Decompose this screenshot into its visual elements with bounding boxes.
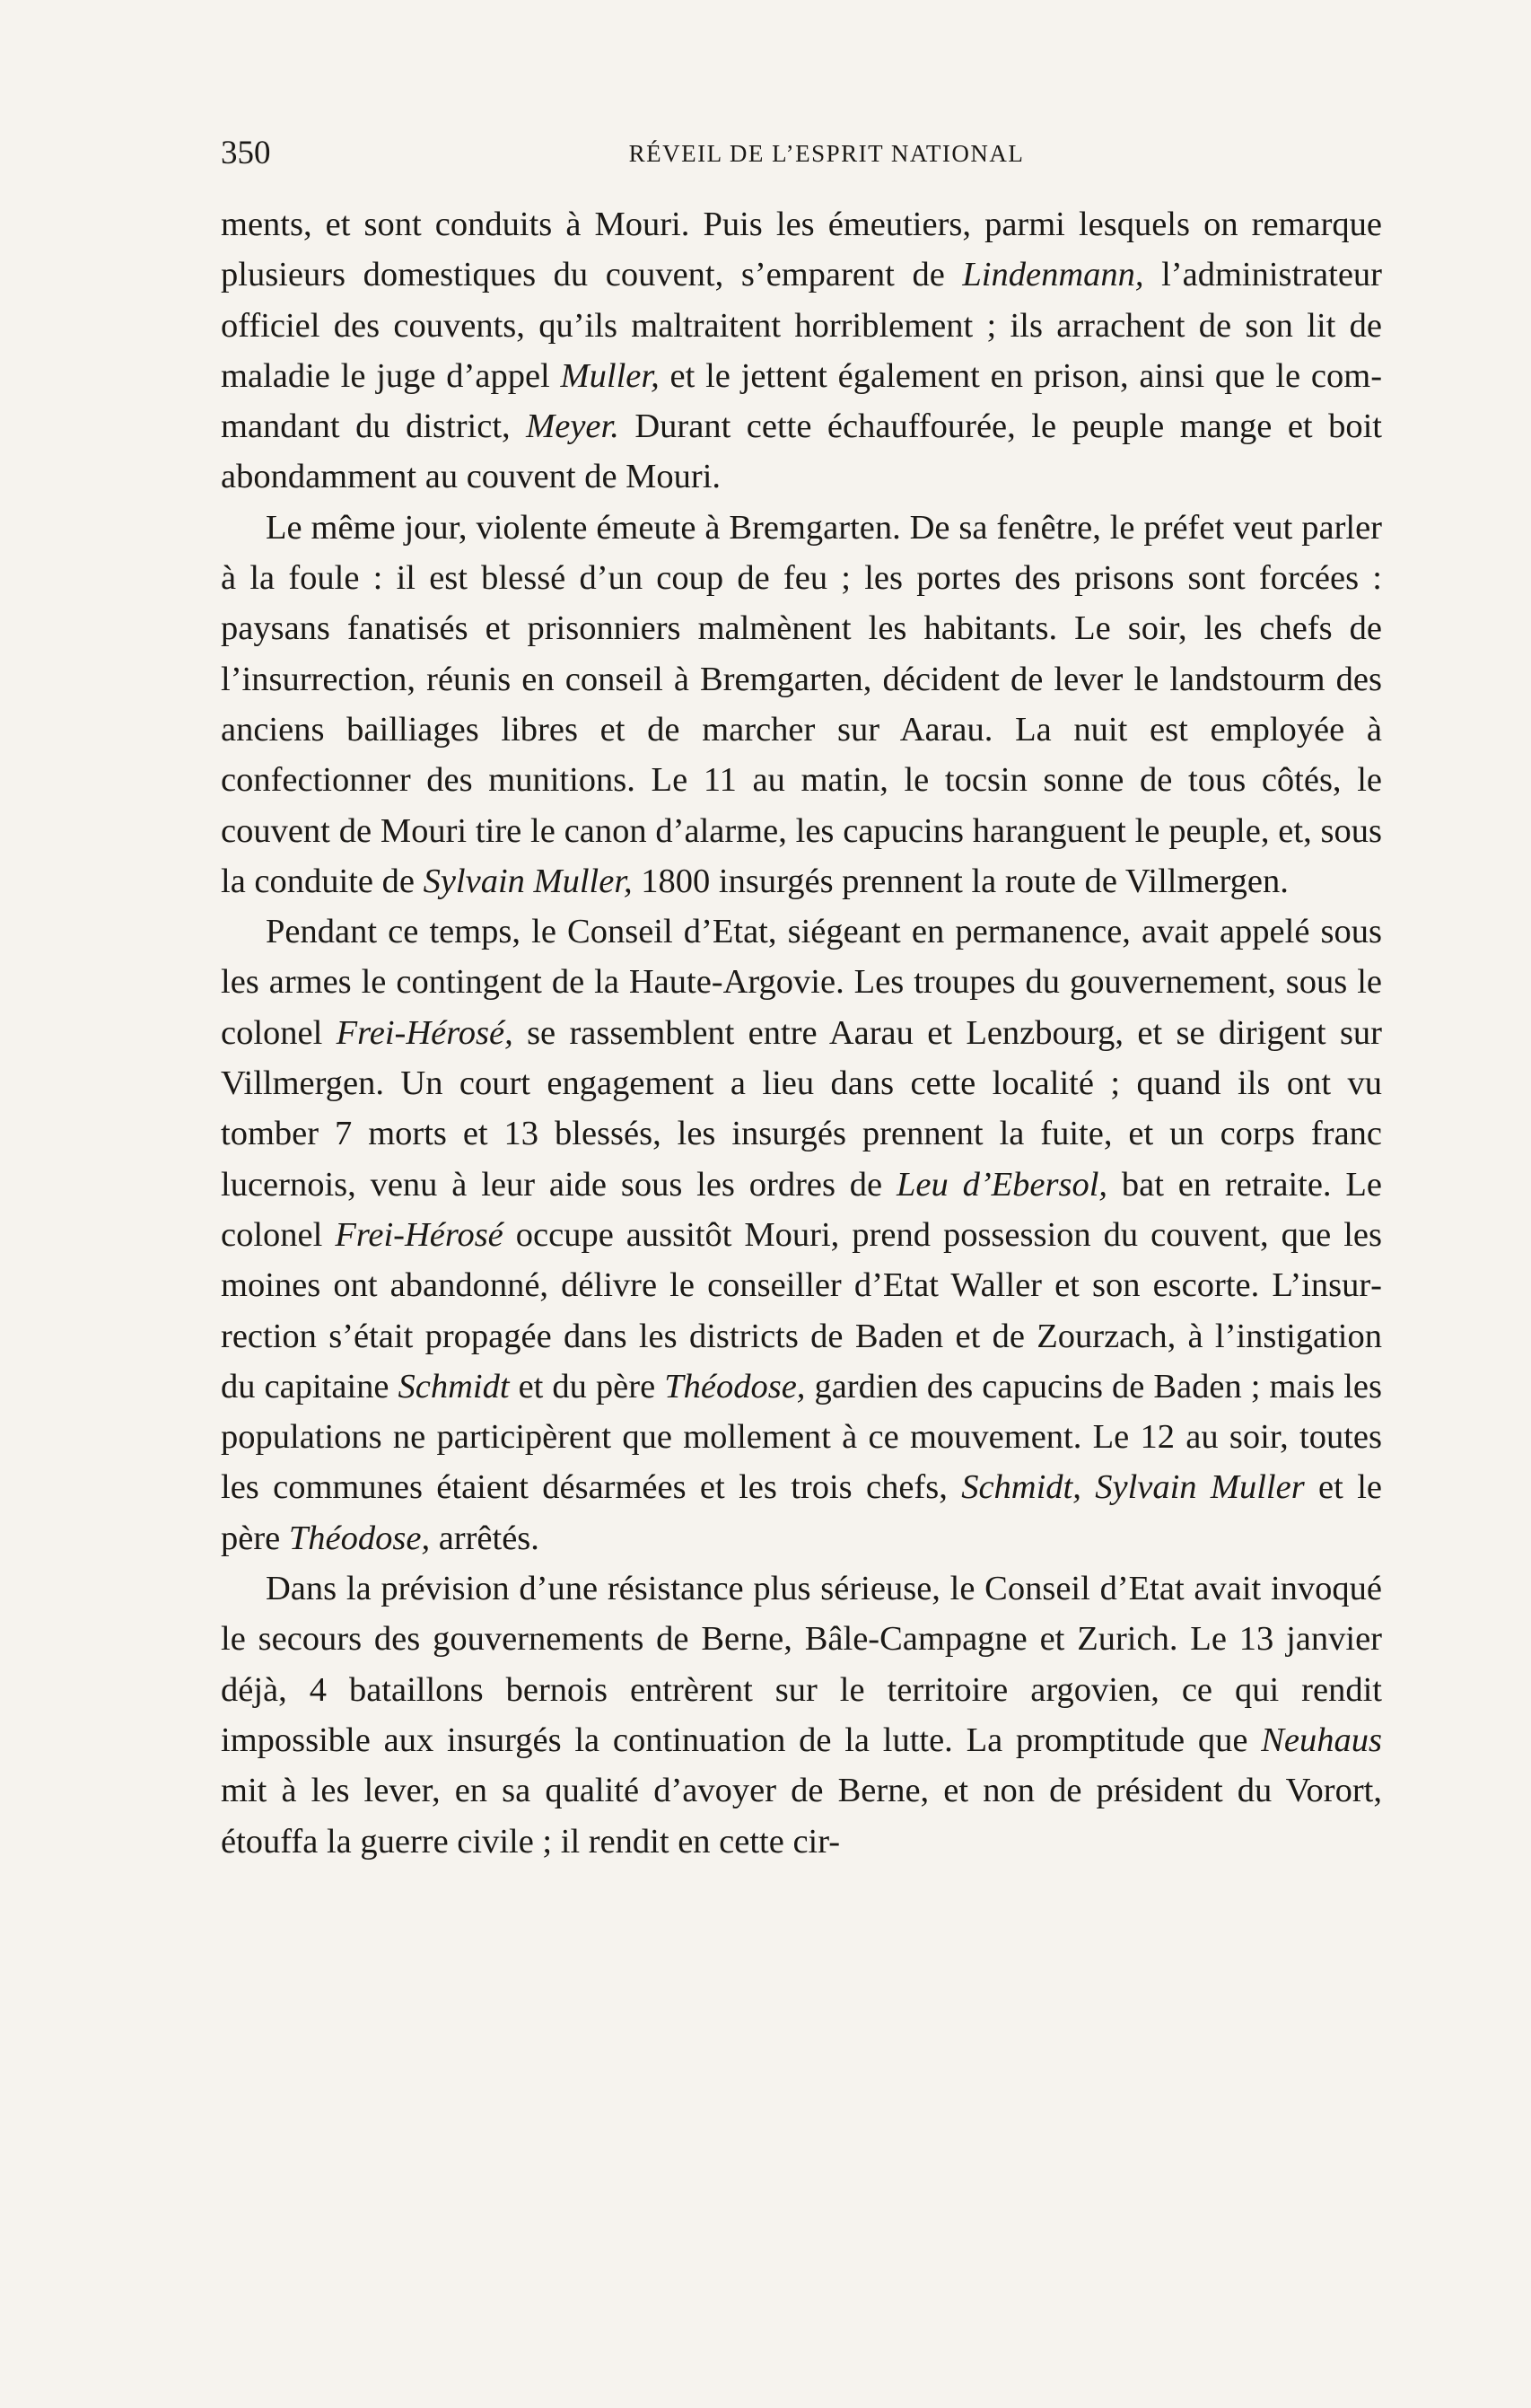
italic-name: Frei-Hérosé,: [336, 1013, 513, 1052]
text-run: Dans la prévision d’une résistance plus sérieuse, le Conseil d’Etat avait invoqué le secours des gouvernements de Berne, Bâle-Campagne et Zurich. Le 13 janvier déjà, 4 bataillons bernois entrèrent sur le territoire argovien, ce qui rendit impossible aux insurgés la continuation de la lutte. La promptitude que: [221, 1570, 1382, 1759]
text-run: gardien des capucins de Baden ; mais les populations ne participèrent que mollement à ce mouvement. Le 12 au soir, toutes les communes étaient désarmées et les trois chefs,: [221, 1367, 1382, 1507]
italic-name: Théodose,: [288, 1519, 431, 1557]
italic-name: Lindenmann,: [962, 256, 1144, 294]
text-run: occupe aussitôt Mouri, prend possession du couvent, que les moines ont abandonné, délivre le conseiller d’Etat Waller et son escorte. L’insurrection s’était propagée dans les districts de Baden et de Zourzach, à l’instigation du capitaine: [221, 1215, 1382, 1405]
italic-name: Théodose,: [664, 1367, 806, 1405]
italic-name: Leu d’Ebersol,: [896, 1165, 1108, 1204]
page-header: [221, 131, 1378, 176]
page-number: 350: [221, 135, 271, 171]
text-run: Durant cette échauffourée, le peuple mange et boit abondamment au couvent de Mouri.: [221, 407, 1383, 496]
italic-name: Schmidt, Sylvain Muller: [961, 1468, 1305, 1507]
body-text: [221, 199, 1382, 1867]
text-run: se rassemblent entre Aarau et Lenzbourg, et se dirigent sur Villmergen. Un court engagement a lieu dans cette localité ; quand ils ont vu tomber 7 morts et 13 blessés, les insurgés prennent la fuite, et un corps franc lucernois, venu à leur aide sous les ordres de: [221, 1013, 1382, 1204]
text-run: 1800 insurgés prennent la route de Villmergen.: [632, 862, 1289, 900]
text-run: l’administrateur officiel des couvents, qu’ils maltraitent horriblement ; ils arrachent de son lit de maladie le juge d’appel: [221, 256, 1382, 395]
italic-name: Sylvain Muller,: [423, 862, 633, 900]
text-run: mit à les lever, en sa qualité d’avoyer de Berne, et non de président du Vorort, étouffa la guerre civile ; il rendit en cette cir-: [221, 1772, 1382, 1861]
italic-name: Schmidt: [398, 1367, 510, 1405]
paragraph-4: [221, 1563, 1382, 1867]
paragraph-1: [221, 199, 1382, 503]
text-run: et le jettent également en prison, ainsi que le commandant du district,: [221, 356, 1383, 446]
text-run: Pendant ce temps, le Conseil d’Etat, siégeant en permanence, avait appelé sous les armes le contingent de la Haute-Argovie. Les troupes du gouvernement, sous le colonel: [221, 913, 1382, 1052]
text-run: et du père: [509, 1367, 665, 1405]
text-run: bat en retraite. Le colonel: [221, 1165, 1382, 1254]
italic-name: Frei-Hérosé: [335, 1215, 503, 1254]
paragraph-2: [221, 503, 1382, 906]
text-run: arrêtés.: [430, 1519, 539, 1557]
italic-name: Muller,: [560, 356, 660, 395]
text-run: et le père: [221, 1468, 1382, 1557]
italic-name: Meyer.: [526, 407, 619, 446]
italic-name: Neuhaus: [1261, 1721, 1382, 1759]
running-title: RÉVEIL DE L’ESPRIT NATIONAL: [628, 140, 1025, 167]
text-run: Le même jour, violente émeute à Bremgarten. De sa fenêtre, le préfet veut parler à la foule : il est blessé d’un coup de feu ; les portes des prisons sont forcées : paysans fanatisés et prisonniers malmènent les habitants. Le soir, les chefs de l’insurrection, réunis en conseil à Bremgarten, décident de lever le landstourm des anciens bailliages libres et de marcher sur Aarau. La nuit est employée à confectionner des munitions. Le 11 au matin, le tocsin sonne de tous côtés, le couvent de Mouri tire le canon d’alarme, les capucins haranguent le peuple, et, sous la conduite de: [221, 508, 1382, 900]
text-run: ments, et sont conduits à Mouri. Puis les émeutiers, parmi lesquels on remarque plusieurs domestiques du couvent, s’emparent de: [221, 206, 1382, 294]
paragraph-3: [221, 906, 1382, 1563]
